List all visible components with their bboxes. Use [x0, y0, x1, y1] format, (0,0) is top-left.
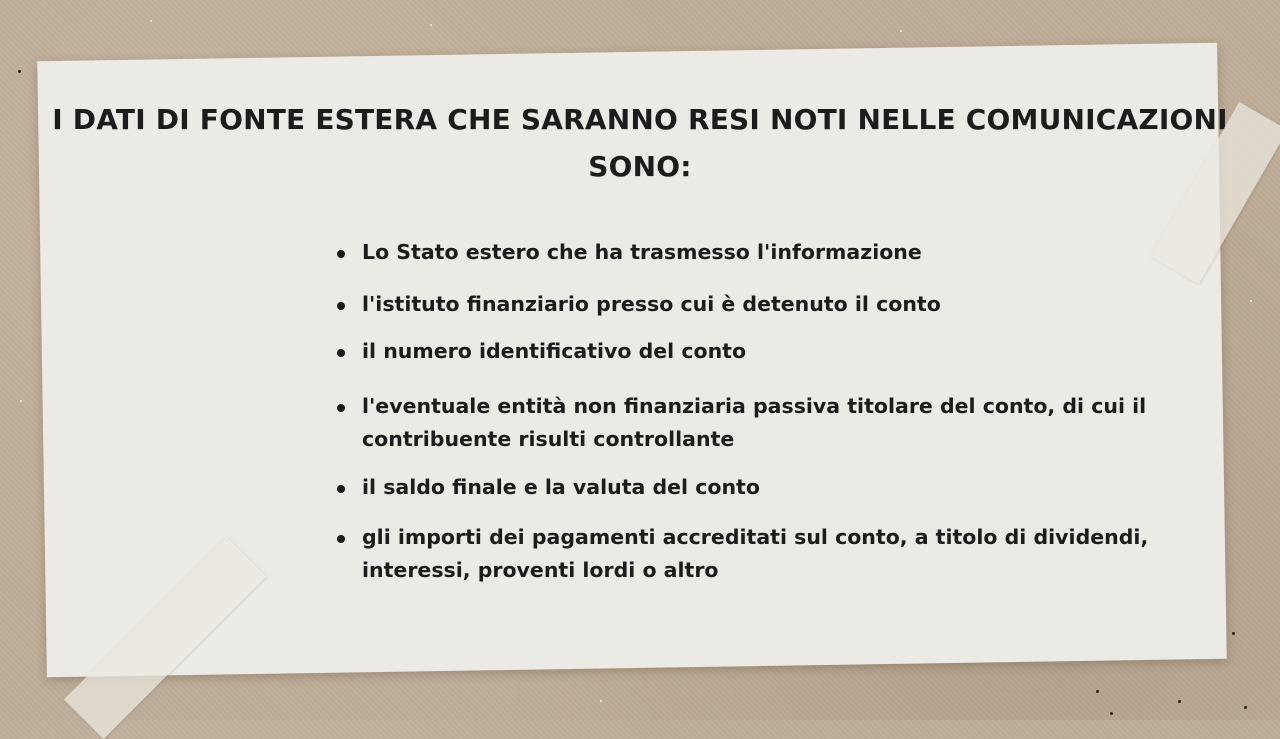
bullet-item: il numero identificativo del conto	[337, 335, 1217, 368]
speck	[1232, 632, 1235, 635]
bullet-item: Lo Stato estero che ha trasmesso l'informazione	[337, 236, 1217, 269]
bullet-item: l'eventuale entità non finanziaria passiva titolare del conto, di cui il contribuente risulti controllante	[337, 390, 1217, 456]
speck	[1250, 300, 1252, 302]
speck	[430, 24, 432, 26]
speck	[150, 20, 152, 22]
speck	[1110, 712, 1113, 715]
slide-title: I DATI DI FONTE ESTERA CHE SARANNO RESI NOTI NELLE COMUNICAZIONI SONO:	[52, 103, 1228, 183]
bullet-item: il saldo finale e la valuta del conto	[337, 471, 1217, 504]
bullet-item: gli importi dei pagamenti accreditati sul conto, a titolo di dividendi, interessi, proventi lordi o altro	[337, 521, 1217, 587]
speck	[18, 70, 21, 73]
bullet-list	[337, 236, 1217, 587]
bullet-item: l'istituto finanziario presso cui è detenuto il conto	[337, 288, 1217, 321]
speck	[20, 400, 22, 402]
speck	[1096, 690, 1099, 693]
speck	[600, 700, 602, 702]
speck	[900, 30, 902, 32]
speck	[1178, 700, 1181, 703]
speck	[1244, 706, 1247, 709]
